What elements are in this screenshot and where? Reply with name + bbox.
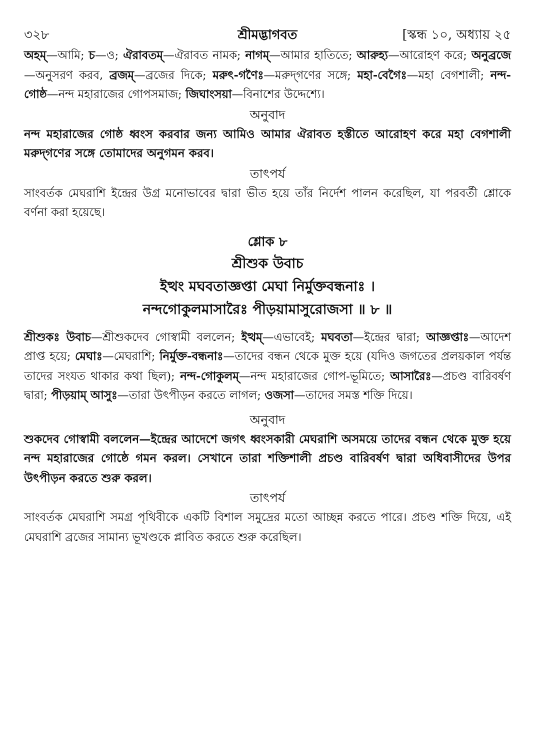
page-number: ৩২৮ bbox=[24, 28, 50, 43]
synonym-meaning: নন্দ মহারাজের গোপসমাজ; bbox=[58, 87, 186, 101]
synonym-word: নির্মুক্ত-বন্ধনাঃ bbox=[159, 349, 224, 363]
synonym-meaning: আরোহণ করে; bbox=[399, 48, 472, 62]
synonym-word: অনুব্রজে bbox=[471, 48, 511, 62]
synonym-word: মঘবতা bbox=[321, 329, 353, 344]
synonym-word: মহা-বেগৈঃ bbox=[357, 67, 407, 82]
synonym-word: আজ্ঞপ্তাঃ bbox=[426, 329, 470, 344]
synonym-word: আসারৈঃ bbox=[390, 368, 432, 383]
synonym-word: অহম্ bbox=[24, 48, 47, 62]
synonym-word: চ bbox=[88, 48, 95, 62]
translation-heading: অনুবাদ bbox=[249, 411, 286, 427]
synonym-meaning: ও; bbox=[106, 48, 124, 62]
translation-heading: অনুবাদ bbox=[249, 106, 286, 122]
chapter-reference: [স্কন্ধ ১০, অধ্যায় ২৫ bbox=[402, 28, 511, 43]
synonym-meaning: মেঘরাশি; bbox=[113, 349, 160, 363]
synonym-meaning: ঐরাবত নামক; bbox=[174, 48, 246, 62]
synonym-word: আরুহ্য bbox=[356, 48, 389, 62]
synonym-word: মরুৎ-গণৈঃ bbox=[212, 67, 264, 82]
synonym-meaning: তাদের বন্ধন থেকে মুক্ত হয়ে (যদিও জগতের প্রলয়কাল পর্যন্ত তাদের সংযত থাকার কথা ছিল); bbox=[24, 349, 511, 383]
verse-synonyms: শ্রীশুকঃ উবাচ—শ্রীশুকদেব গোস্বামী বললেন; ইত্থম্—এভাবেই; মঘবতা—ইন্দ্রের দ্বারা; আজ্ঞপ্তাঃ—আদেশ প্রাপ্ত হয়ে; মেঘাঃ—মেঘরাশি; নির্মুক্ত-বন্ধনাঃ—তাদের বন্ধন থেকে মুক্ত হয়ে (যদিও জগতের প্রলয়কাল পর্যন্ত তাদের সংযত থাকার কথা ছিল); নন্দ-গোকুলম্—নন্দ মহারাজের গোপ-ভূমিতে; আসারৈঃ—প্রচণ্ড বারিবর্ষণ দ্বারা; পীড়য়াম্ আসুঃ—তারা উৎপীড়ন করতে লাগল; ওজসা—তাদের সমস্ত শক্তি দিয়ে। bbox=[24, 329, 511, 402]
synonym-word: ওজসা bbox=[264, 388, 294, 402]
synonym-word: নাগম্ bbox=[245, 48, 270, 62]
synonym-meaning: আমার হাতিতে; bbox=[280, 48, 357, 62]
synonym-meaning: শ্রীশুকদেব গোস্বামী বললেন; bbox=[102, 329, 242, 344]
synonym-meaning: এভাবেই; bbox=[273, 329, 322, 344]
book-title: শ্রীমদ্ভাগবত bbox=[237, 28, 298, 43]
synonym-meaning: তারা উৎপীড়ন করতে লাগল; bbox=[128, 388, 265, 402]
synonym-word: ব্রজম্ bbox=[109, 67, 134, 82]
synonym-meaning: বিনাশের উদ্দেশ্যে। bbox=[243, 87, 325, 101]
synonym-word: মেঘাঃ bbox=[75, 349, 103, 363]
purport-heading: তাৎপর্য bbox=[249, 490, 286, 505]
synonym-meaning: মরুদ্‌গণের সঙ্গে; bbox=[275, 67, 358, 82]
verse-line: ইত্থং মঘবতাজ্ঞপ্তা মেঘা নির্মুক্তবন্ধনাঃ । bbox=[160, 278, 375, 295]
synonym-word: পীড়য়াম্ আসুঃ bbox=[51, 388, 118, 402]
synonym-meaning: আমি; bbox=[57, 48, 89, 62]
synonym-meaning: অনুসরণ করব, bbox=[35, 67, 110, 82]
verse-line: নন্দগোকুলমাসারৈঃ পীড়য়ামাসুরোজসা ॥ ৮ ॥ bbox=[142, 301, 393, 318]
synonym-meaning: ইন্দ্রের দ্বারা; bbox=[364, 329, 427, 344]
synonym-meaning: প্রচণ্ড বারিবর্ষণ দ্বারা; bbox=[24, 368, 511, 402]
synonym-meaning: আদেশ প্রাপ্ত হয়ে; bbox=[24, 329, 511, 363]
purport-text: সাংবর্তক মেঘরাশি সমগ্র পৃথিবীকে একটি বিশাল সমুদ্রের মতো আচ্ছন্ন করতে পারে। প্রচণ্ড শক্তি দিয়ে, এই মেঘরাশি ব্রজের সামান্য ভূখণ্ডকে প্লাবিত করতে শুরু করেছিল। bbox=[24, 510, 511, 544]
synonym-meaning: মহা বেগশালী; bbox=[418, 67, 491, 82]
synonym-word: জিঘাংসয়া bbox=[185, 87, 232, 101]
synonym-meaning: নন্দ মহারাজের গোপ-ভূমিতে; bbox=[250, 368, 391, 383]
synonym-meaning: ব্রজের দিকে; bbox=[145, 67, 213, 82]
synonym-word: নন্দ-গোষ্ঠ bbox=[24, 67, 511, 101]
translation-text: নন্দ মহারাজের গোষ্ঠ ধ্বংস করবার জন্য আমিও আমার ঐরাবত হস্তীতে আরোহণ করে মহা বেগশালী মরুদ্‌গণের সঙ্গে তোমাদের অনুগমন করব। bbox=[24, 126, 511, 160]
synonym-word: ইত্থম্ bbox=[241, 329, 263, 344]
word-for-word-synonyms: অহম্—আমি; চ—ও; ঐরাবতম্—ঐরাবত নামক; নাগম্—আমার হাতিতে; আরুহ্য—আরোহণ করে; অনুব্রজে—অনুসরণ করব, ব্রজম্—ব্রজের দিকে; মরুৎ-গণৈঃ—মরুদ্‌গণের সঙ্গে; মহা-বেগৈঃ—মহা বেগশালী; নন্দ-গোষ্ঠ—নন্দ মহারাজের গোপসমাজ; জিঘাংসয়া—বিনাশের উদ্দেশ্যে। bbox=[24, 48, 511, 101]
synonym-word: ঐরাবতম্ bbox=[123, 48, 164, 62]
synonym-word: নন্দ-গোকুলম্ bbox=[180, 368, 239, 383]
purport-text: সাংবর্তক মেঘরাশি ইন্দ্রের উগ্র মনোভাবের দ্বারা ভীত হয়ে তাঁর নির্দেশ পালন করেছিল, যা পরবর্তী শ্লোকে বর্ণনা করা হয়েছে। bbox=[24, 185, 511, 219]
verse-speaker: শ্রীশুক উবাচ bbox=[231, 255, 304, 272]
translation-text: শুকদেব গোস্বামী বললেন—ইন্দ্রের আদেশে জগৎ ধ্বংসকারী মেঘরাশি অসময়ে তাদের বন্ধন থেকে মুক্ত হয়ে নন্দ মহারাজের গোষ্ঠে গমন করল। সেখানে তারা শক্তিশালী প্রচণ্ড বারিবর্ষণ দ্বারা অধিবাসীদের উপর উৎপীড়ন করতে শুরু করল। bbox=[24, 431, 511, 485]
page-header bbox=[24, 0, 511, 43]
synonym-meaning: তাদের সমস্ত শক্তি দিয়ে। bbox=[305, 388, 413, 402]
synonym-word: শ্রীশুকঃ উবাচ bbox=[24, 329, 91, 344]
purport-heading: তাৎপর্য bbox=[249, 165, 286, 181]
verse-number: শ্লোক ৮ bbox=[247, 234, 288, 250]
